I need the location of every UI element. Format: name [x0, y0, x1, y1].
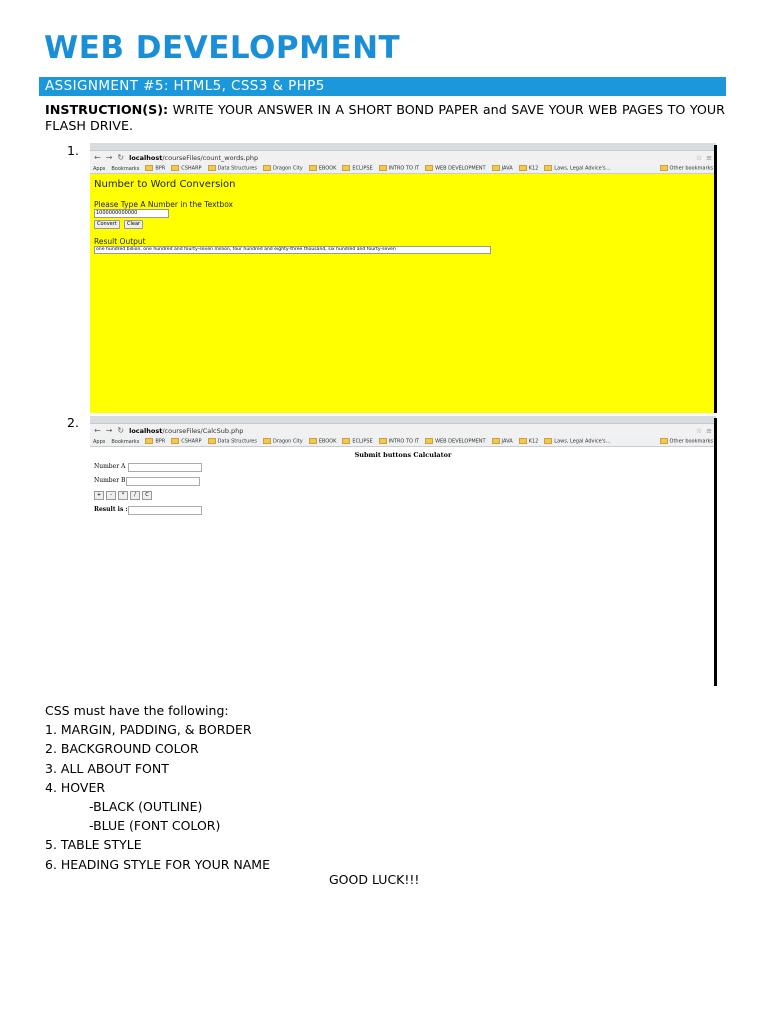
- address-bar: [129, 154, 258, 162]
- result-input: [128, 506, 202, 515]
- bookmark-item: WEB DEVELOPMENT: [435, 165, 486, 172]
- clear-button: C: [142, 491, 152, 500]
- requirement-item: 2. BACKGROUND COLOR: [45, 741, 199, 757]
- folder-icon: [544, 438, 552, 444]
- bookmark-item: EBOOK: [318, 438, 337, 445]
- bookmark-item: WEB DEVELOPMENT: [435, 438, 486, 445]
- number-a-label: Number A: [94, 463, 126, 470]
- reload-icon: ↻: [117, 426, 125, 435]
- folder-icon: [342, 165, 350, 171]
- bookmark-item: Apps: [93, 438, 106, 445]
- bookmark-item: Data Structures: [217, 165, 257, 172]
- subtract-button: -: [106, 491, 116, 500]
- bookmark-item: INTRO TO IT: [388, 165, 420, 172]
- folder-icon: [379, 165, 387, 171]
- bookmark-item: Bookmarks: [111, 438, 140, 445]
- css-requirements-heading: CSS must have the following:: [45, 703, 229, 718]
- number-b-label: Number B: [94, 477, 126, 484]
- requirement-item: 3. ALL ABOUT FONT: [45, 760, 169, 776]
- bookmarks-bar: [90, 437, 716, 447]
- star-icon: ☆: [695, 153, 703, 162]
- browser-tab-strip: [90, 416, 716, 424]
- page-heading: Submit buttons Calculator: [354, 451, 452, 459]
- result-output: one hundred billion, one hundred and fourty-seven million, four hundred and eighty-three thousand, six hundred and fourty-seven: [94, 246, 491, 254]
- folder-icon: [309, 165, 317, 171]
- url-host: localhost: [129, 426, 163, 435]
- back-icon: ←: [94, 153, 101, 162]
- bookmark-item: ECLIPSE: [352, 438, 373, 445]
- bookmark-item: JAVA: [501, 165, 513, 172]
- bookmark-item: Dragon City: [272, 165, 303, 172]
- folder-icon: [519, 438, 527, 444]
- address-bar: [129, 427, 243, 435]
- requirement-subitem: -BLACK (OUTLINE): [89, 799, 203, 815]
- bookmark-item: Dragon City: [272, 438, 303, 445]
- folder-icon: [425, 438, 433, 444]
- instructions-text: WRITE YOUR ANSWER IN A SHORT BOND PAPER and SAVE YOUR WEB PAGES TO YOUR FLASH DRIVE.: [45, 102, 725, 133]
- browser-tab-strip: [90, 143, 716, 151]
- other-bookmarks: Other bookmarks: [669, 438, 713, 445]
- url-host: localhost: [129, 153, 163, 162]
- folder-icon: [660, 438, 668, 444]
- back-icon: ←: [94, 426, 101, 435]
- requirement-item: 6. HEADING STYLE FOR YOUR NAME: [45, 856, 270, 872]
- folder-icon: [519, 165, 527, 171]
- url-path: /courseFiles/count_words.php: [162, 153, 259, 162]
- forward-icon: →: [105, 426, 113, 435]
- folder-icon: [342, 438, 350, 444]
- clear-button: Clear: [124, 220, 143, 229]
- bookmark-item: CSHARP: [181, 165, 202, 172]
- requirement-item: 1. MARGIN, PADDING, & BORDER: [45, 722, 252, 738]
- bookmark-item: Bookmarks: [111, 165, 140, 172]
- bookmark-item: JAVA: [501, 438, 513, 445]
- star-icon: ☆: [695, 426, 703, 435]
- folder-icon: [492, 438, 500, 444]
- requirement-subitem: -BLUE (FONT COLOR): [89, 818, 221, 834]
- screenshot-edge: [714, 145, 717, 413]
- closing-text: GOOD LUCK!!!: [329, 872, 420, 887]
- folder-icon: [425, 165, 433, 171]
- add-button: +: [94, 491, 104, 500]
- other-bookmarks: Other bookmarks: [669, 165, 713, 172]
- css-requirements: [45, 701, 270, 874]
- bookmark-item: INTRO TO IT: [388, 438, 420, 445]
- document-title: WEB DEVELOPMENT: [44, 30, 401, 66]
- bookmark-item: Apps: [93, 165, 106, 172]
- result-label: Result Output: [94, 237, 146, 246]
- reload-icon: ↻: [117, 153, 125, 162]
- url-path: /courseFiles/CalcSub.php: [162, 426, 244, 435]
- number-a-input: [128, 463, 202, 472]
- browser-toolbar: [90, 424, 716, 437]
- instructions: [45, 102, 725, 134]
- number-input: 1000000000000: [94, 209, 169, 218]
- bookmark-item: Laws, Legal Advice's...: [554, 165, 611, 172]
- screenshot-edge: [714, 418, 717, 686]
- browser-toolbar: [90, 151, 716, 164]
- folder-icon: [145, 165, 153, 171]
- screenshot-calculator: [90, 416, 716, 686]
- assignment-banner: ASSIGNMENT #5: HTML5, CSS3 & PHP5: [39, 77, 726, 96]
- bookmark-item: Laws, Legal Advice's...: [554, 438, 611, 445]
- bookmark-item: ECLIPSE: [352, 165, 373, 172]
- bookmark-item: Data Structures: [217, 438, 257, 445]
- multiply-button: *: [118, 491, 128, 500]
- bookmark-item: BPR: [155, 438, 166, 445]
- bookmark-item: EBOOK: [318, 165, 337, 172]
- page-heading: Number to Word Conversion: [94, 179, 236, 190]
- bookmark-item: CSHARP: [181, 438, 202, 445]
- folder-icon: [309, 438, 317, 444]
- requirement-item: 5. TABLE STYLE: [45, 837, 142, 853]
- folder-icon: [544, 165, 552, 171]
- folder-icon: [263, 165, 271, 171]
- bookmark-item: K12: [528, 165, 539, 172]
- instructions-label: INSTRUCTION(S):: [45, 102, 169, 117]
- bookmarks-bar: [90, 164, 716, 174]
- requirement-item: 4. HOVER: [45, 779, 106, 795]
- item-number-2: 2.: [67, 415, 79, 430]
- bookmark-item: K12: [528, 438, 539, 445]
- input-label: Please Type A Number in the Textbox: [94, 200, 233, 209]
- folder-icon: [171, 438, 179, 444]
- number-b-input: [126, 477, 200, 486]
- folder-icon: [171, 165, 179, 171]
- bookmark-item: BPR: [155, 165, 166, 172]
- item-number-1: 1.: [67, 143, 79, 158]
- folder-icon: [492, 165, 500, 171]
- folder-icon: [379, 438, 387, 444]
- forward-icon: →: [105, 153, 113, 162]
- folder-icon: [263, 438, 271, 444]
- folder-icon: [660, 165, 668, 171]
- screenshot-number-to-word: [90, 143, 716, 413]
- menu-icon: ≡: [706, 426, 712, 435]
- result-label: Result is :: [94, 506, 128, 513]
- menu-icon: ≡: [706, 153, 712, 162]
- convert-button: Convert: [94, 220, 120, 229]
- folder-icon: [208, 165, 216, 171]
- folder-icon: [145, 438, 153, 444]
- folder-icon: [208, 438, 216, 444]
- divide-button: /: [130, 491, 140, 500]
